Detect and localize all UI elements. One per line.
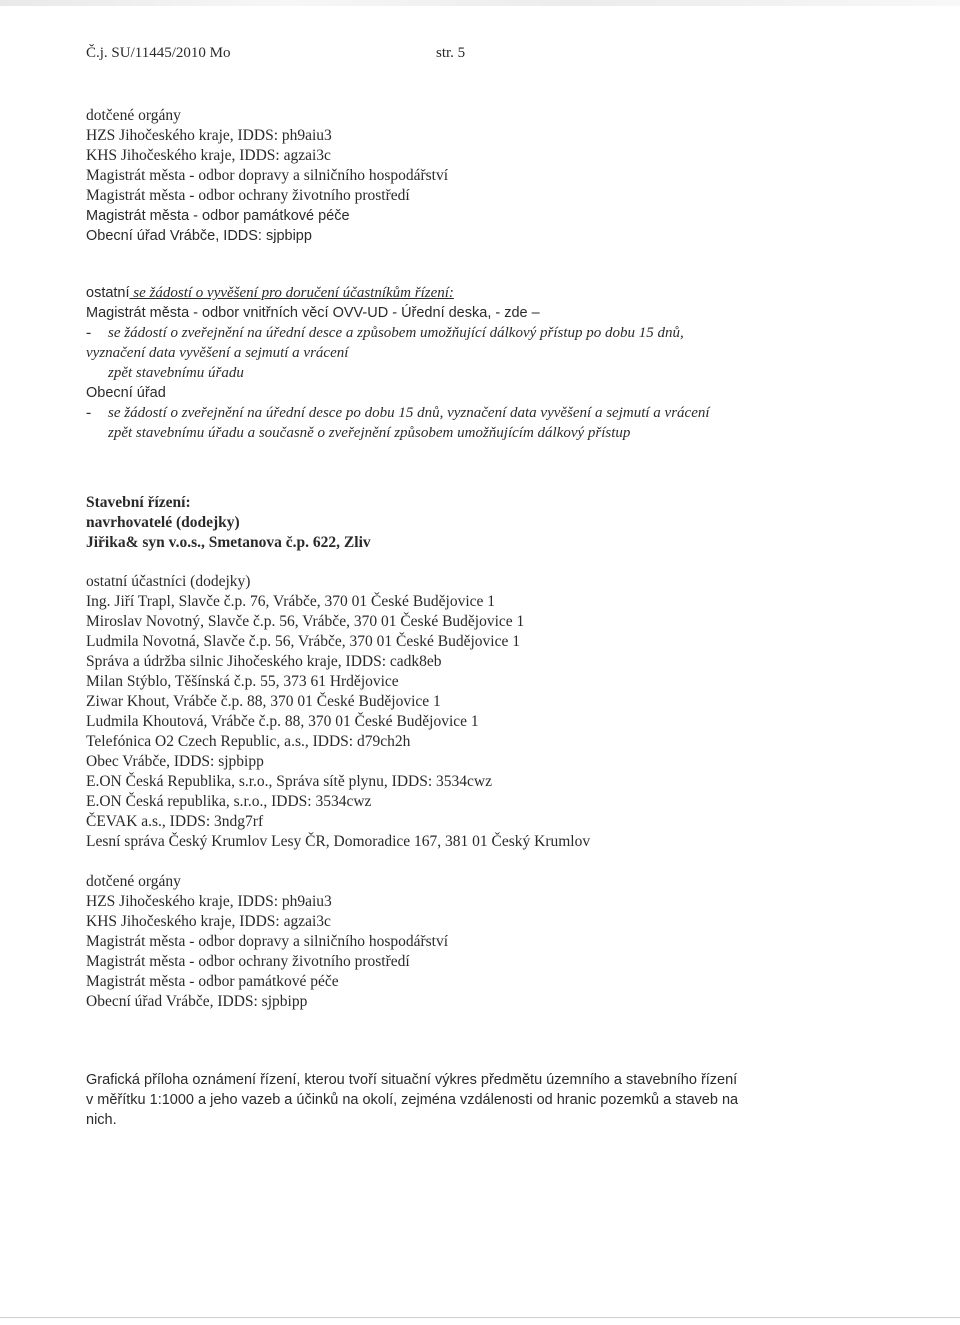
participant-line: Ziwar Khout, Vrábče č.p. 88, 370 01 České Budějovice 1 bbox=[86, 693, 441, 710]
participant-line: Správa a údržba silnic Jihočeského kraje, IDDS: cadk8eb bbox=[86, 653, 442, 670]
ostatni-lead-italic: se žádostí o vyvěšení pro doručení účastníkům řízení: bbox=[129, 285, 454, 301]
request2-line: se žádostí o zveřejnění na úřední desce po dobu 15 dnů, vyznačení data vyvěšení a sejmutí a vrácení bbox=[108, 405, 710, 421]
block2-line: Obecní úřad Vrábče, IDDS: sjpbipp bbox=[86, 993, 308, 1010]
obecni-urad-line: Obecní úřad bbox=[86, 385, 166, 401]
ostatni-heading bbox=[86, 283, 454, 303]
block1-line: Magistrát města - odbor dopravy a silničního hospodářství bbox=[86, 167, 449, 184]
dash-marker: - bbox=[86, 404, 92, 421]
attachment-note-line: v měřítku 1:1000 a jeho vazeb a účinků na okolí, zejména vzdálenosti od hranic pozemků a staveb na bbox=[86, 1092, 739, 1108]
participant-line: Milan Stýblo, Těšínská č.p. 55, 373 61 Hrdějovice bbox=[86, 673, 399, 690]
stavebni-applicant: Jiřika& syn v.o.s., Smetanova č.p. 622, Zliv bbox=[86, 534, 371, 551]
magistrat-ovv-line: Magistrát města - odbor vnitřních věcí OVV-UD - Úřední deska, - zde – bbox=[86, 305, 540, 321]
reference-number: Č.j. SU/11445/2010 Mo bbox=[86, 45, 231, 61]
attachment-note-line: Grafická příloha oznámení řízení, kterou tvoří situační výkres předmětu územního a stavebního řízení bbox=[86, 1072, 738, 1088]
participant-line: Lesní správa Český Krumlov Lesy ČR, Domoradice 167, 381 01 Český Krumlov bbox=[86, 833, 591, 850]
stavebni-subtitle: navrhovatelé (dodejky) bbox=[86, 514, 240, 531]
block1-heading: dotčené orgány bbox=[86, 107, 181, 124]
block1-line: Magistrát města - odbor památkové péče bbox=[86, 208, 350, 224]
participant-line: E.ON Česká republika, s.r.o., IDDS: 3534cwz bbox=[86, 793, 372, 810]
participant-line: Ing. Jiří Trapl, Slavče č.p. 76, Vrábče, 370 01 České Budějovice 1 bbox=[86, 593, 496, 610]
block2-line: KHS Jihočeského kraje, IDDS: agzai3c bbox=[86, 913, 331, 930]
request1-line: vyznačení data vyvěšení a sejmutí a vrácení bbox=[86, 345, 349, 361]
request2-line: zpět stavebnímu úřadu a současně o zveřejnění způsobem umožňujícím dálkový přístup bbox=[108, 425, 631, 441]
block1-line: KHS Jihočeského kraje, IDDS: agzai3c bbox=[86, 147, 331, 164]
block1-line: Obecní úřad Vrábče, IDDS: sjpbipp bbox=[86, 228, 312, 244]
block2-line: Magistrát města - odbor ochrany životního prostředí bbox=[86, 953, 410, 970]
attachment-note-line: nich. bbox=[86, 1112, 117, 1128]
block1-line: Magistrát města - odbor ochrany životního prostředí bbox=[86, 187, 410, 204]
block1-line: HZS Jihočeského kraje, IDDS: ph9aiu3 bbox=[86, 127, 332, 144]
ostatni-lead: ostatní bbox=[86, 285, 130, 301]
block2-line: Magistrát města - odbor dopravy a silničního hospodářství bbox=[86, 933, 449, 950]
participant-line: Obec Vrábče, IDDS: sjpbipp bbox=[86, 753, 264, 770]
request1-line: zpět stavebnímu úřadu bbox=[108, 365, 244, 381]
scan-bottom-edge bbox=[0, 1317, 960, 1318]
participant-line: E.ON Česká Republika, s.r.o., Správa sítě plynu, IDDS: 3534cwz bbox=[86, 773, 492, 790]
participant-line: Telefónica O2 Czech Republic, a.s., IDDS: d79ch2h bbox=[86, 733, 411, 750]
request1-line: se žádostí o zveřejnění na úřední desce a způsobem umožňující dálkový přístup po dobu 15 dnů, bbox=[108, 325, 684, 341]
block2-heading: dotčené orgány bbox=[86, 873, 181, 890]
participant-line: Miroslav Novotný, Slavče č.p. 56, Vrábče, 370 01 České Budějovice 1 bbox=[86, 613, 525, 630]
page-number: str. 5 bbox=[436, 45, 466, 61]
stavebni-title: Stavební řízení: bbox=[86, 494, 191, 511]
participant-line: ČEVAK a.s., IDDS: 3ndg7rf bbox=[86, 813, 264, 830]
participant-line: Ludmila Novotná, Slavče č.p. 56, Vrábče, 370 01 České Budějovice 1 bbox=[86, 633, 520, 650]
scan-edge bbox=[0, 0, 960, 6]
block2-line: HZS Jihočeského kraje, IDDS: ph9aiu3 bbox=[86, 893, 332, 910]
participants-heading: ostatní účastníci (dodejky) bbox=[86, 573, 251, 590]
block2-line: Magistrát města - odbor památkové péče bbox=[86, 973, 339, 990]
participant-line: Ludmila Khoutová, Vrábče č.p. 88, 370 01 České Budějovice 1 bbox=[86, 713, 479, 730]
dash-marker: - bbox=[86, 324, 92, 341]
